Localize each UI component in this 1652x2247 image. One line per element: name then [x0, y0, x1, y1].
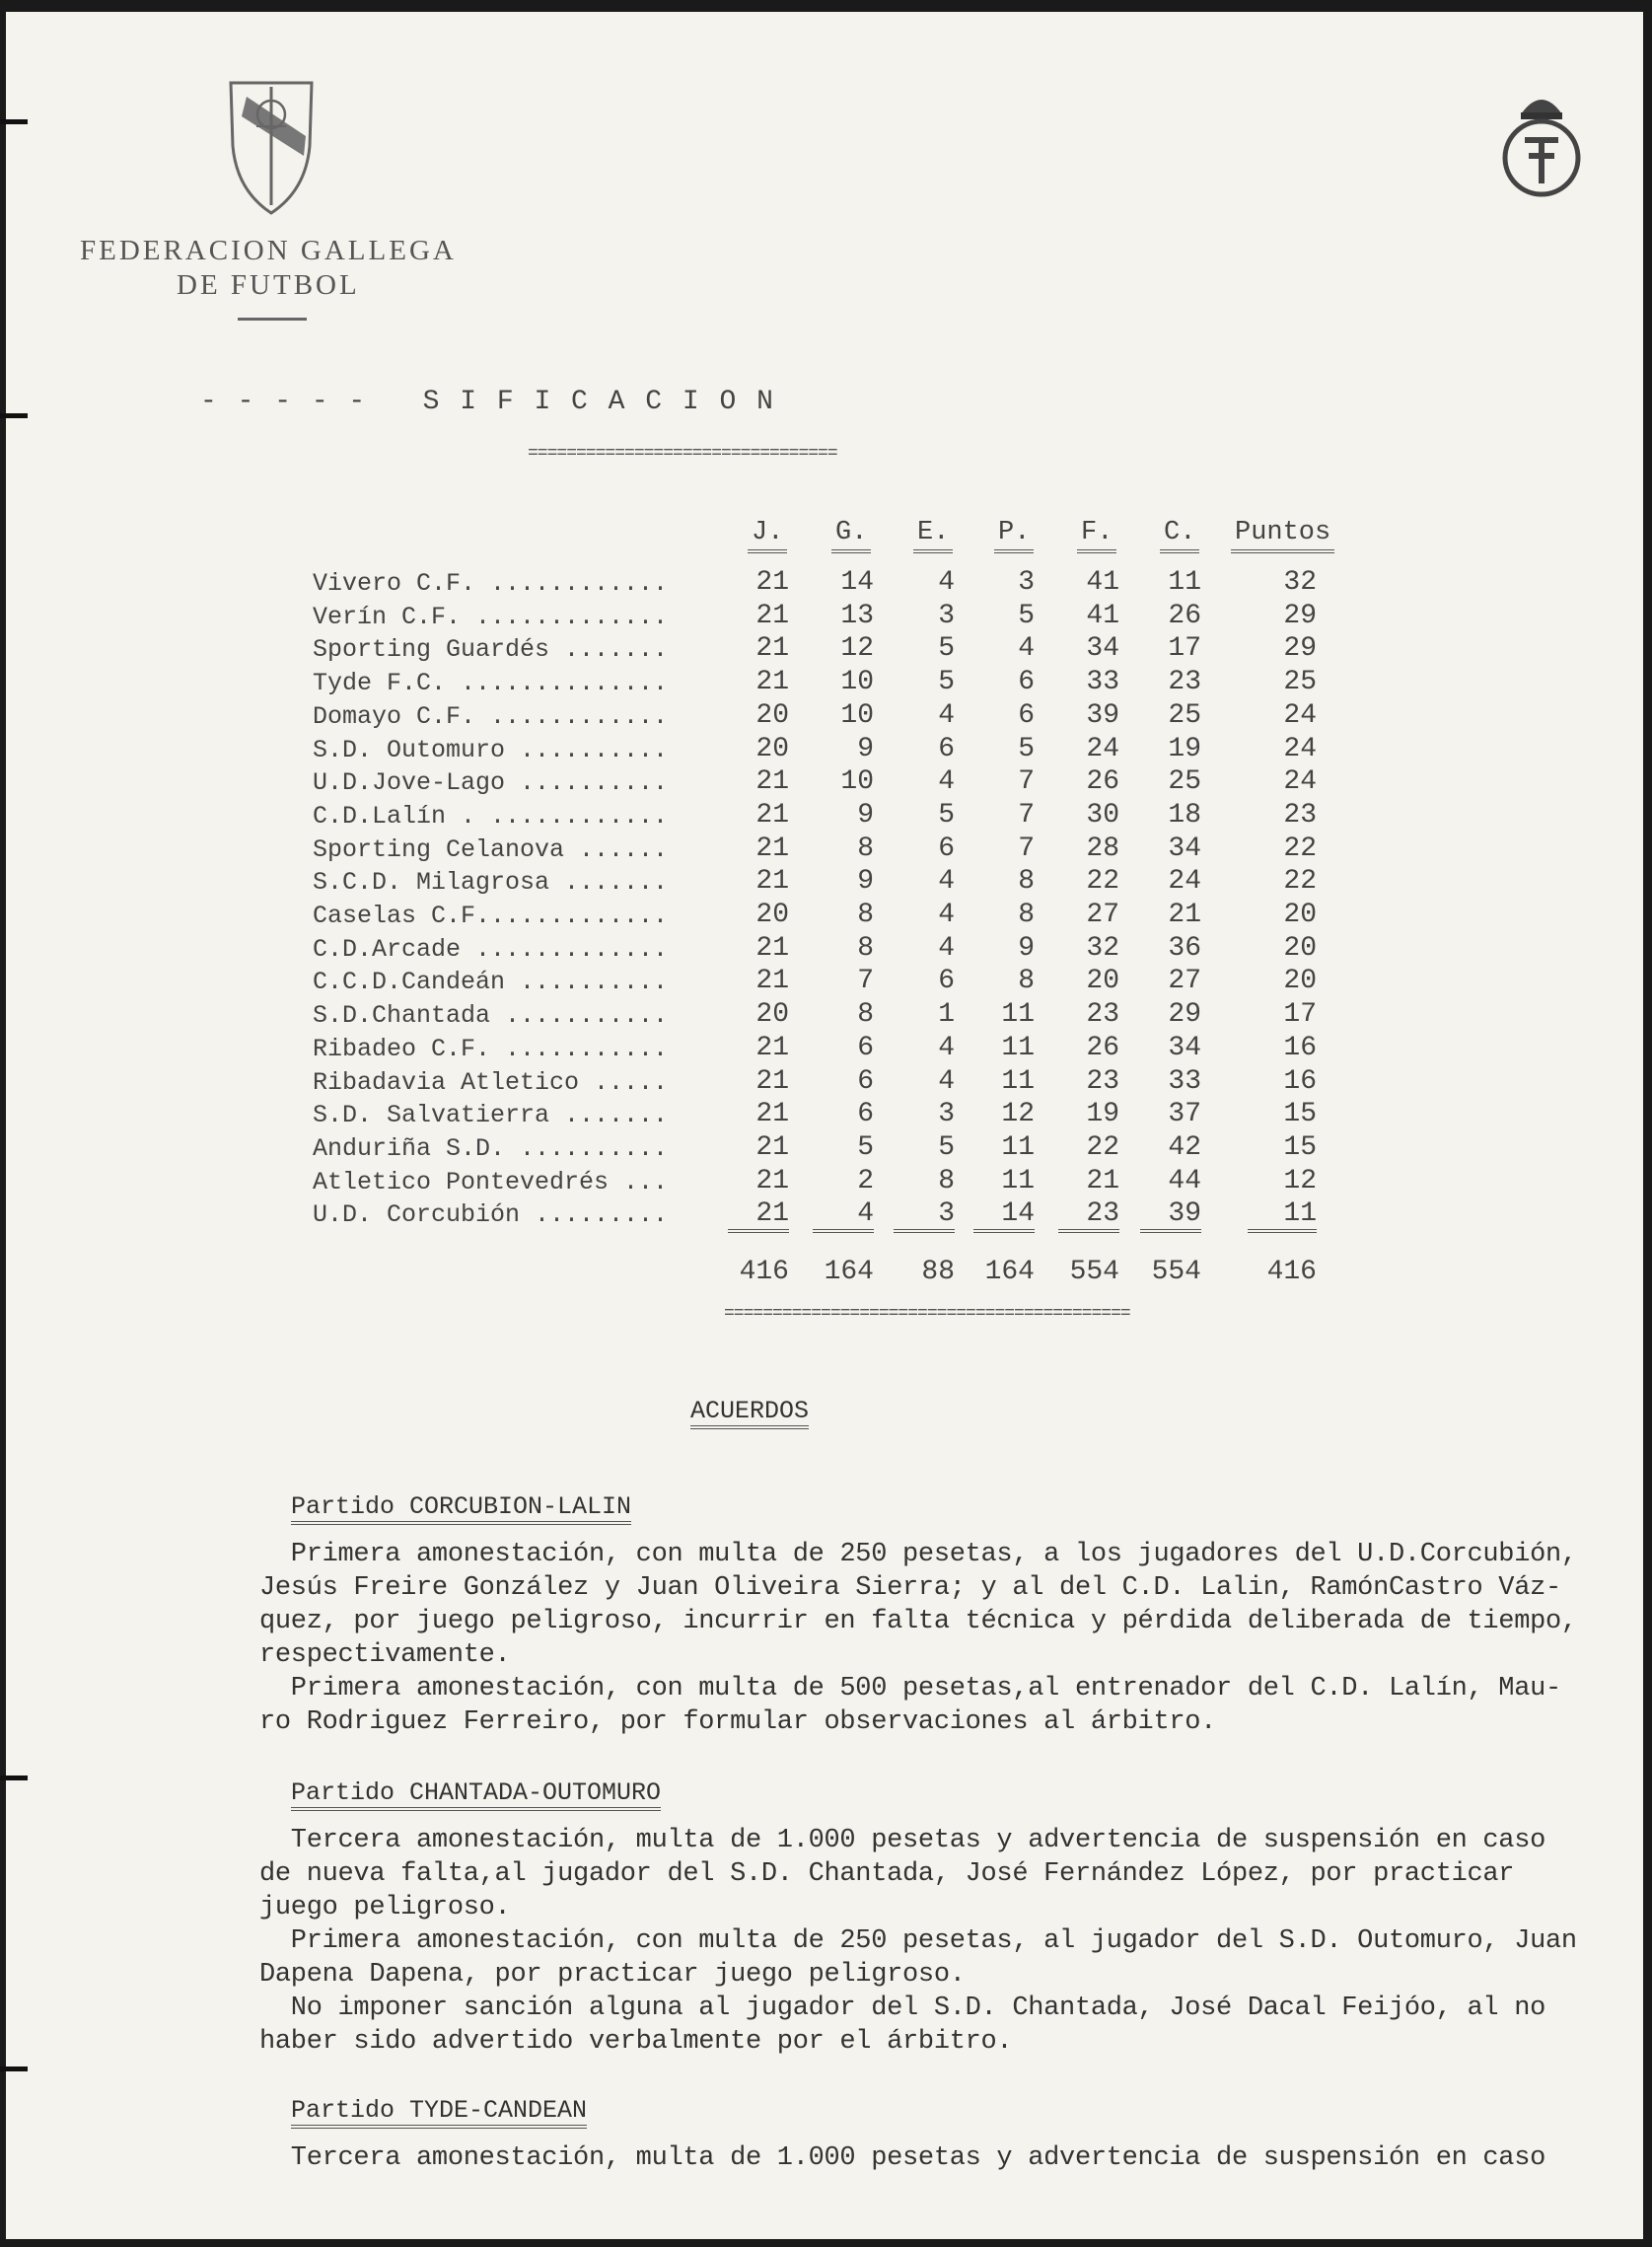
- total-cell: 164: [824, 1257, 874, 1287]
- table-cell: 24: [1283, 733, 1317, 764]
- letterhead-divider: [238, 318, 307, 321]
- table-cell: 21: [755, 633, 789, 665]
- table-cell: 22: [1086, 866, 1119, 898]
- table-cell: 24: [1283, 699, 1317, 731]
- table-cell: 17: [1283, 999, 1317, 1031]
- table-cell: 39: [1140, 1198, 1201, 1233]
- table-cell: 7: [1018, 833, 1035, 864]
- table-cell: 4: [938, 866, 955, 898]
- table-cell: 4: [938, 1032, 955, 1063]
- table-cell: 6: [857, 1065, 874, 1097]
- team-name: Sporting Celanova ......: [313, 834, 669, 864]
- resolution-text-line: Tercera amonestación, multa de 1.000 pesetas y advertencia de suspensión en caso: [259, 2143, 1546, 2173]
- team-name: S.D.Chantada ...........: [313, 1001, 669, 1031]
- table-cell: 5: [1018, 733, 1035, 764]
- table-cell: 27: [1168, 966, 1201, 997]
- table-cell: 23: [1058, 1198, 1119, 1233]
- resolution-text-line: Primera amonestación, con multa de 500 pesetas,al entrenador del C.D. Lalín, Mau-: [259, 1674, 1561, 1703]
- table-cell: 3: [894, 1198, 955, 1233]
- table-cell: 8: [857, 900, 874, 930]
- table-cell: 2: [857, 1165, 874, 1196]
- table-cell: 21: [755, 667, 789, 698]
- table-cell: 20: [755, 900, 789, 930]
- table-cell: 1: [938, 999, 955, 1031]
- table-cell: 22: [1086, 1131, 1119, 1163]
- resolution-text-line: Primera amonestación, con multa de 250 pesetas, al jugador del S.D. Outomuro, Juan: [259, 1926, 1577, 1956]
- table-cell: 44: [1168, 1165, 1201, 1196]
- table-cell: 20: [755, 699, 789, 731]
- table-cell: 6: [1018, 667, 1035, 698]
- table-cell: 20: [1283, 932, 1317, 964]
- team-name: Anduriña S.D. ..........: [313, 1133, 669, 1163]
- federation-shield-logo: [227, 77, 316, 217]
- table-cell: 9: [1018, 932, 1035, 964]
- table-cell: 3: [1018, 567, 1035, 598]
- table-cell: 19: [1168, 733, 1201, 764]
- table-cell: 8: [1018, 966, 1035, 997]
- table-cell: 5: [938, 667, 955, 698]
- table-cell: 22: [1283, 833, 1317, 864]
- team-name: Ribadeo C.F. ...........: [313, 1034, 669, 1063]
- table-cell: 20: [1086, 966, 1119, 997]
- binder-hole-mark: [0, 2066, 28, 2071]
- table-cell: 39: [1086, 699, 1119, 731]
- acuerdos-heading: ACUERDOS: [690, 1397, 809, 1429]
- table-cell: 21: [1086, 1165, 1119, 1196]
- table-cell: 24: [1168, 866, 1201, 898]
- table-cell: 25: [1283, 667, 1317, 698]
- royal-crest-logo: [1499, 85, 1584, 199]
- table-cell: 6: [938, 966, 955, 997]
- table-cell: 5: [938, 633, 955, 665]
- team-name: U.D. Corcubión .........: [313, 1200, 669, 1230]
- table-cell: 8: [857, 932, 874, 964]
- table-cell: 4: [1018, 633, 1035, 665]
- column-header: E.: [913, 518, 953, 553]
- resolution-text-line: Jesús Freire González y Juan Oliveira Sierra; y al del C.D. Lalin, RamónCastro Váz-: [259, 1573, 1561, 1603]
- table-cell: 14: [973, 1198, 1035, 1233]
- table-cell: 5: [938, 1131, 955, 1163]
- table-cell: 25: [1168, 766, 1201, 798]
- resolution-text-line: juego peligroso.: [259, 1893, 511, 1922]
- org-name-line2: DE FUTBOL: [177, 269, 360, 301]
- table-cell: 6: [857, 1032, 874, 1063]
- table-cell: 27: [1086, 900, 1119, 930]
- match-title: Partido CHANTADA-OUTOMURO: [291, 1778, 661, 1811]
- table-cell: 15: [1283, 1099, 1317, 1130]
- table-cell: 13: [840, 600, 874, 631]
- table-cell: 21: [1168, 900, 1201, 930]
- table-cell: 6: [938, 833, 955, 864]
- table-cell: 8: [1018, 900, 1035, 930]
- table-cell: 20: [1283, 900, 1317, 930]
- table-cell: 20: [1283, 966, 1317, 997]
- binder-hole-mark: [0, 413, 28, 418]
- resolution-text-line: de nueva falta,al jugador del S.D. Chantada, José Fernández López, por practicar: [259, 1859, 1515, 1889]
- table-cell: 11: [1001, 1165, 1035, 1196]
- table-cell: 23: [1086, 1065, 1119, 1097]
- table-cell: 16: [1283, 1065, 1317, 1097]
- team-name: Ribadavia Atletico .....: [313, 1067, 669, 1097]
- team-name: Domayo C.F. ............: [313, 701, 669, 731]
- table-cell: 21: [755, 766, 789, 798]
- table-cell: 21: [755, 966, 789, 997]
- column-header: G.: [831, 518, 871, 553]
- team-name: Sporting Guardés .......: [313, 635, 669, 665]
- team-name: Vivero C.F. ............: [313, 569, 669, 598]
- table-cell: 14: [840, 567, 874, 598]
- resolution-text-line: No imponer sanción alguna al jugador del S.D. Chantada, José Dacal Feijóo, al no: [259, 1993, 1546, 2023]
- table-cell: 25: [1168, 699, 1201, 731]
- table-cell: 18: [1168, 799, 1201, 831]
- table-cell: 11: [1001, 1131, 1035, 1163]
- table-cell: 12: [1001, 1099, 1035, 1130]
- table-cell: 17: [1168, 633, 1201, 665]
- table-cell: 26: [1086, 1032, 1119, 1063]
- team-name: S.C.D. Milagrosa .......: [313, 868, 669, 898]
- match-title: Partido TYDE-CANDEAN: [291, 2096, 587, 2129]
- column-header: C.: [1160, 518, 1199, 553]
- table-cell: 6: [857, 1099, 874, 1130]
- resolution-text-line: Tercera amonestación, multa de 1.000 pesetas y advertencia de suspensión en caso: [259, 1826, 1546, 1855]
- table-cell: 28: [1086, 833, 1119, 864]
- table-cell: 11: [1001, 1065, 1035, 1097]
- table-cell: 12: [840, 633, 874, 665]
- table-cell: 5: [938, 799, 955, 831]
- table-cell: 4: [938, 1065, 955, 1097]
- table-cell: 21: [755, 833, 789, 864]
- title-rule: ================================: [528, 444, 837, 464]
- table-cell: 32: [1086, 932, 1119, 964]
- table-cell: 9: [857, 733, 874, 764]
- table-cell: 11: [1168, 567, 1201, 598]
- table-cell: 4: [813, 1198, 874, 1233]
- table-cell: 23: [1086, 999, 1119, 1031]
- table-cell: 23: [1168, 667, 1201, 698]
- table-cell: 33: [1086, 667, 1119, 698]
- table-cell: 29: [1283, 600, 1317, 631]
- team-name: C.D.Lalín . ............: [313, 801, 669, 831]
- team-name: S.D. Outomuro ..........: [313, 735, 669, 764]
- team-name: Caselas C.F.............: [313, 902, 669, 930]
- binder-hole-mark: [0, 1776, 28, 1780]
- table-cell: 21: [755, 799, 789, 831]
- table-cell: 32: [1283, 567, 1317, 598]
- table-cell: 29: [1168, 999, 1201, 1031]
- table-cell: 26: [1086, 766, 1119, 798]
- total-cell: 164: [984, 1257, 1035, 1287]
- page-title: - - - - - S I F I C A C I O N: [200, 387, 775, 417]
- table-cell: 42: [1168, 1131, 1201, 1163]
- org-name-line1: FEDERACION GALLEGA: [80, 235, 457, 266]
- table-cell: 29: [1283, 633, 1317, 665]
- table-cell: 9: [857, 799, 874, 831]
- table-cell: 11: [1001, 999, 1035, 1031]
- team-name: Atletico Pontevedrés ...: [313, 1167, 669, 1196]
- table-cell: 21: [755, 567, 789, 598]
- table-cell: 4: [938, 932, 955, 964]
- table-cell: 21: [755, 1165, 789, 1196]
- table-cell: 3: [938, 600, 955, 631]
- table-cell: 21: [755, 1131, 789, 1163]
- column-header: F.: [1077, 518, 1116, 553]
- resolution-text-line: Dapena Dapena, por practicar juego peligroso.: [259, 1960, 966, 1990]
- table-cell: 23: [1283, 799, 1317, 831]
- table-cell: 8: [1018, 866, 1035, 898]
- table-cell: 10: [840, 766, 874, 798]
- binder-hole-mark: [0, 119, 28, 124]
- table-cell: 21: [755, 1065, 789, 1097]
- table-cell: 37: [1168, 1099, 1201, 1130]
- table-cell: 7: [1018, 799, 1035, 831]
- total-cell: 416: [1266, 1257, 1317, 1287]
- table-cell: 8: [857, 833, 874, 864]
- table-cell: 16: [1283, 1032, 1317, 1063]
- team-name: U.D.Jove-Lago ..........: [313, 768, 669, 798]
- table-cell: 4: [938, 900, 955, 930]
- table-cell: 20: [755, 733, 789, 764]
- table-cell: 34: [1086, 633, 1119, 665]
- table-cell: 8: [857, 999, 874, 1031]
- table-cell: 10: [840, 667, 874, 698]
- table-cell: 21: [755, 600, 789, 631]
- table-cell: 5: [1018, 600, 1035, 631]
- resolution-text-line: quez, por juego peligroso, incurrir en falta técnica y pérdida deliberada de tiempo,: [259, 1607, 1577, 1636]
- column-header: Puntos: [1231, 518, 1334, 553]
- table-cell: 21: [755, 1032, 789, 1063]
- table-cell: 6: [938, 733, 955, 764]
- table-cell: 21: [755, 932, 789, 964]
- total-cell: 88: [921, 1257, 955, 1287]
- match-title: Partido CORCUBION-LALIN: [291, 1492, 631, 1525]
- table-cell: 24: [1283, 766, 1317, 798]
- table-cell: 8: [938, 1165, 955, 1196]
- table-cell: 7: [1018, 766, 1035, 798]
- resolution-text-line: Primera amonestación, con multa de 250 pesetas, a los jugadores del U.D.Corcubión,: [259, 1540, 1577, 1569]
- table-cell: 24: [1086, 733, 1119, 764]
- table-cell: 21: [755, 866, 789, 898]
- table-cell: 11: [1001, 1032, 1035, 1063]
- totals-rule: ==========================================: [724, 1304, 1130, 1324]
- table-cell: 30: [1086, 799, 1119, 831]
- table-cell: 26: [1168, 600, 1201, 631]
- table-cell: 11: [1248, 1198, 1317, 1233]
- table-cell: 22: [1283, 866, 1317, 898]
- table-cell: 41: [1086, 600, 1119, 631]
- table-cell: 6: [1018, 699, 1035, 731]
- table-cell: 20: [755, 999, 789, 1031]
- table-cell: 21: [755, 1099, 789, 1130]
- table-cell: 41: [1086, 567, 1119, 598]
- team-name: Tyde F.C. ..............: [313, 669, 669, 698]
- total-cell: 416: [739, 1257, 789, 1287]
- table-cell: 12: [1283, 1165, 1317, 1196]
- team-name: C.D.Arcade .............: [313, 934, 669, 964]
- table-cell: 19: [1086, 1099, 1119, 1130]
- table-cell: 4: [938, 699, 955, 731]
- table-cell: 5: [857, 1131, 874, 1163]
- column-header: J.: [748, 518, 787, 553]
- resolution-text-line: haber sido advertido verbalmente por el árbitro.: [259, 2027, 1013, 2057]
- team-name: C.C.D.Candeán ..........: [313, 968, 669, 997]
- table-cell: 15: [1283, 1131, 1317, 1163]
- column-header: P.: [994, 518, 1034, 553]
- table-cell: 3: [938, 1099, 955, 1130]
- table-cell: 10: [840, 699, 874, 731]
- table-cell: 4: [938, 567, 955, 598]
- resolution-text-line: ro Rodriguez Ferreiro, por formular observaciones al árbitro.: [259, 1707, 1217, 1737]
- total-cell: 554: [1069, 1257, 1119, 1287]
- table-cell: 7: [857, 966, 874, 997]
- resolution-text-line: respectivamente.: [259, 1640, 511, 1670]
- total-cell: 554: [1151, 1257, 1201, 1287]
- team-name: S.D. Salvatierra .......: [313, 1101, 669, 1130]
- table-cell: 21: [728, 1198, 789, 1233]
- table-cell: 34: [1168, 833, 1201, 864]
- table-cell: 34: [1168, 1032, 1201, 1063]
- table-cell: 9: [857, 866, 874, 898]
- table-cell: 33: [1168, 1065, 1201, 1097]
- team-name: Verín C.F. .............: [313, 602, 669, 631]
- table-cell: 36: [1168, 932, 1201, 964]
- table-cell: 4: [938, 766, 955, 798]
